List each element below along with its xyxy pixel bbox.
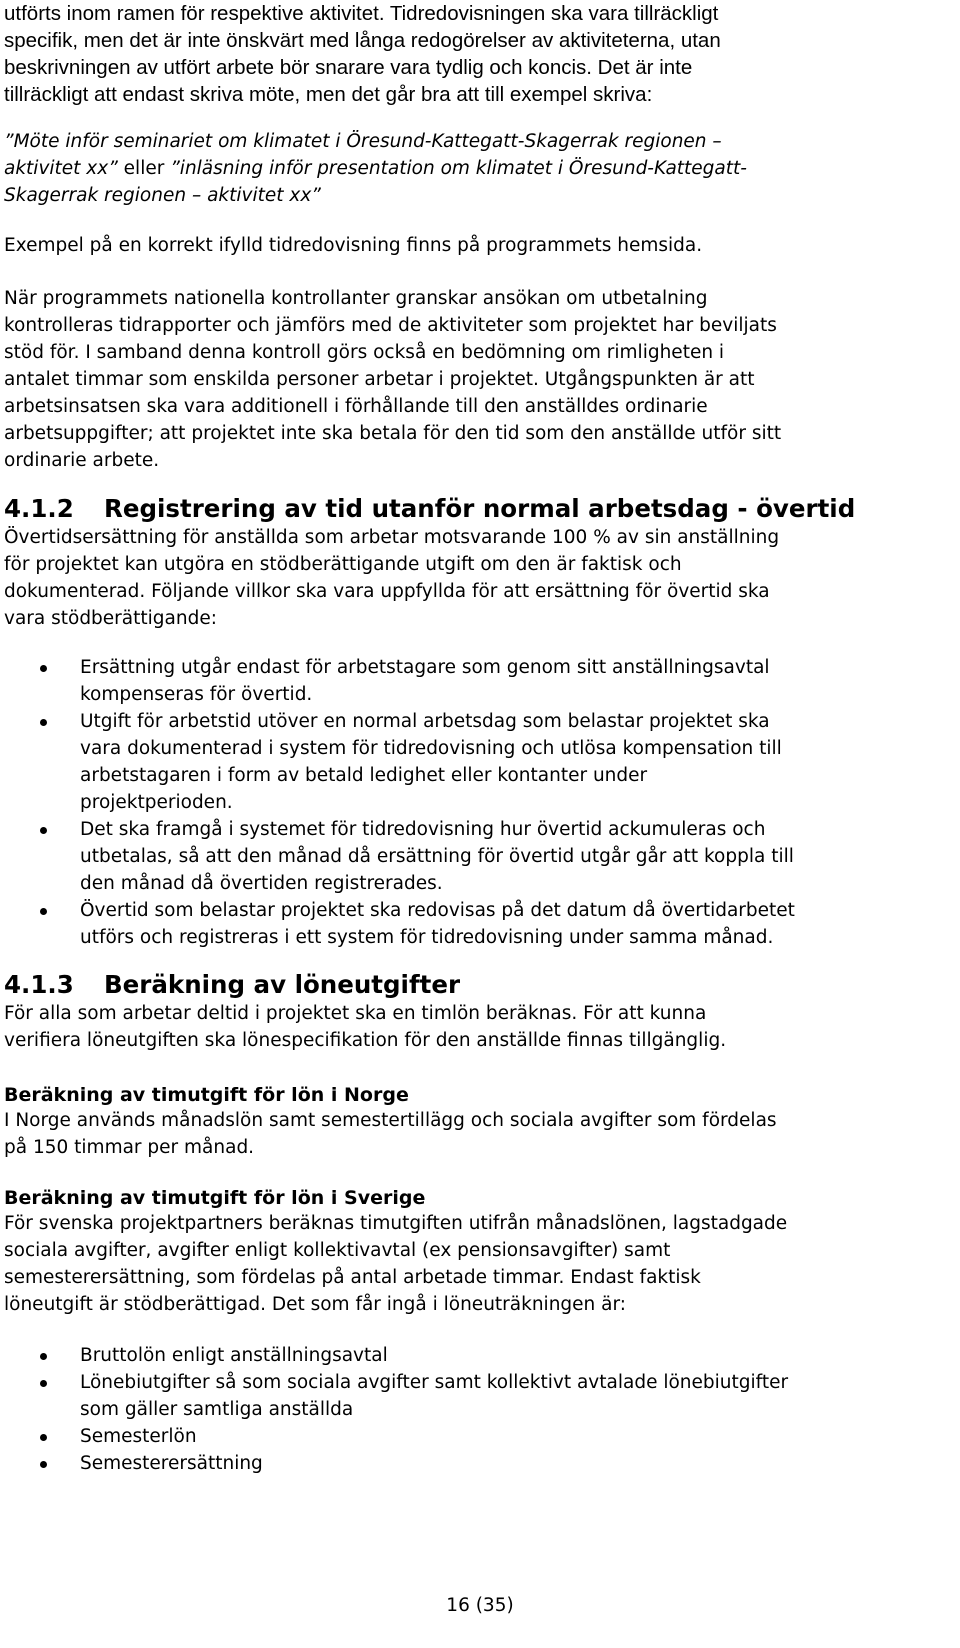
example-note bbox=[4, 232, 954, 259]
salary-paragraph bbox=[4, 1000, 954, 1054]
text-line: på 150 timmar per månad. bbox=[4, 1137, 255, 1158]
text-line: För alla som arbetar deltid i projektet ska en timlön beräknas. För att kunna bbox=[4, 1003, 707, 1024]
text-line: utförts inom ramen för respektive aktivitet. Tidredovisningen ska vara tillräckligt bbox=[4, 2, 719, 25]
text-line: arbetsuppgifter; att projektet inte ska betala för den tid som den anställde utför sitt bbox=[4, 423, 782, 444]
text-line: vara dokumenterad i system för tidredovisning och utlösa kompensation till bbox=[80, 738, 782, 759]
text-line bbox=[4, 155, 954, 182]
text-line: löneutgift är stödberättigad. Det som får ingå i löneuträkningen är: bbox=[4, 1294, 626, 1315]
text-line: ”Möte inför seminariet om klimatet i Öresund-Kattegatt-Skagerrak regionen – bbox=[4, 131, 722, 152]
page-number: 16 (35) bbox=[446, 1595, 514, 1616]
text-line: Övertidsersättning för anställda som arbetar motsvarande 100 % av sin anställning bbox=[4, 527, 780, 548]
section-heading-4-1-2 bbox=[4, 494, 855, 524]
text-line: semesterersättning, som fördelas på antal arbetade timmar. Endast faktisk bbox=[4, 1267, 701, 1288]
list-item bbox=[0, 1423, 950, 1450]
text-line: Utgift för arbetstid utöver en normal arbetsdag som belastar projektet ska bbox=[80, 711, 770, 732]
text-line: För svenska projektpartners beräknas timutgiften utifrån månadslönen, lagstadgade bbox=[4, 1213, 788, 1234]
text-line: för projektet kan utgöra en stödberättigande utgift om den är faktisk och bbox=[4, 554, 682, 575]
section-number: 4.1.2 bbox=[4, 494, 74, 523]
text-line: sociala avgifter, avgifter enligt kollektivavtal (ex pensionsavgifter) samt bbox=[4, 1240, 671, 1261]
intro-paragraph bbox=[4, 0, 954, 108]
text-line: I Norge används månadslön samt semestertillägg och sociala avgifter som fördelas bbox=[4, 1110, 777, 1131]
text-line: Semesterlön bbox=[80, 1426, 197, 1447]
text-line: arbetsinsatsen ska vara additionell i förhållande till den anställdes ordinarie bbox=[4, 396, 708, 417]
text-line: Semesterersättning bbox=[80, 1453, 263, 1474]
control-paragraph bbox=[4, 285, 954, 474]
text-line: Exempel på en korrekt ifylld tidredovisning finns på programmets hemsida. bbox=[4, 235, 703, 256]
text-line: arbetstagaren i form av betald ledighet eller kontanter under bbox=[80, 765, 648, 786]
norway-heading: Beräkning av timutgift för lön i Norge bbox=[4, 1084, 409, 1106]
text-line: ordinarie arbete. bbox=[4, 450, 160, 471]
sweden-heading: Beräkning av timutgift för lön i Sverige bbox=[4, 1187, 426, 1209]
text-line: antalet timmar som enskilda personer arbetar i projektet. Utgångspunkten är att bbox=[4, 369, 755, 390]
section-title: Beräkning av löneutgifter bbox=[104, 970, 461, 999]
text-line: När programmets nationella kontrollanter granskar ansökan om utbetalning bbox=[4, 288, 708, 309]
text-line: Skagerrak regionen – aktivitet xx” bbox=[4, 185, 321, 206]
list-item bbox=[0, 654, 950, 708]
list-item bbox=[0, 708, 950, 816]
text-line: Det ska framgå i systemet för tidredovisning hur övertid ackumuleras och bbox=[80, 819, 766, 840]
text-line: Lönebiutgifter så som sociala avgifter samt kollektivt avtalade lönebiutgifter bbox=[80, 1372, 789, 1393]
text-line: verifiera löneutgiften ska lönespecifikation för den anställde finnas tillgänglig. bbox=[4, 1030, 727, 1051]
salary-components-list bbox=[0, 1342, 950, 1477]
section-title: Registrering av tid utanför normal arbetsdag - övertid bbox=[104, 494, 856, 523]
text-line: utförs och registreras i ett system för tidredovisning under samma månad. bbox=[80, 927, 774, 948]
example-connector: eller bbox=[117, 158, 171, 179]
list-item bbox=[0, 1450, 950, 1477]
text-line: dokumenterad. Följande villkor ska vara uppfyllda för att ersättning för övertid ska bbox=[4, 581, 770, 602]
text-line: Ersättning utgår endast för arbetstagare som genom sitt anställningsavtal bbox=[80, 657, 770, 678]
text-line: beskrivningen av utfört arbete bör snarare vara tydlig och koncis. Det är inte bbox=[4, 56, 693, 79]
overtime-conditions-list bbox=[0, 654, 950, 951]
text-line: kontrolleras tidrapporter och jämförs med de aktiviteter som projektet har beviljats bbox=[4, 315, 777, 336]
example-quote bbox=[4, 128, 954, 209]
section-number: 4.1.3 bbox=[4, 970, 74, 999]
text-line: den månad då övertiden registrerades. bbox=[80, 873, 443, 894]
norway-paragraph bbox=[4, 1107, 954, 1161]
text-line: utbetalas, så att den månad då ersättning för övertid utgår går att koppla till bbox=[80, 846, 794, 867]
overtime-paragraph bbox=[4, 524, 954, 632]
text-line: stöd för. I samband denna kontroll görs också en bedömning om rimligheten i bbox=[4, 342, 725, 363]
text-line: projektperioden. bbox=[80, 792, 233, 813]
text-line: Övertid som belastar projektet ska redovisas på det datum då övertidarbetet bbox=[80, 900, 795, 921]
text-line: Bruttolön enligt anställningsavtal bbox=[80, 1345, 388, 1366]
list-item bbox=[0, 897, 950, 951]
text-line: tillräckligt att endast skriva möte, men det går bra att till exempel skriva: bbox=[4, 83, 653, 106]
list-item bbox=[0, 816, 950, 897]
example-reading-text: ”inläsning inför presentation om klimatet i Öresund-Kattegatt- bbox=[170, 158, 747, 179]
example-activity-text: aktivitet xx” bbox=[4, 158, 118, 179]
text-line: vara stödberättigande: bbox=[4, 608, 217, 629]
text-line: kompenseras för övertid. bbox=[80, 684, 313, 705]
sweden-paragraph bbox=[4, 1210, 954, 1318]
text-line: som gäller samtliga anställda bbox=[80, 1399, 354, 1420]
text-line: specifik, men det är inte önskvärt med långa redogörelser av aktiviteterna, utan bbox=[4, 29, 721, 52]
list-item bbox=[0, 1342, 950, 1369]
section-heading-4-1-3 bbox=[4, 970, 460, 1000]
list-item bbox=[0, 1369, 950, 1423]
